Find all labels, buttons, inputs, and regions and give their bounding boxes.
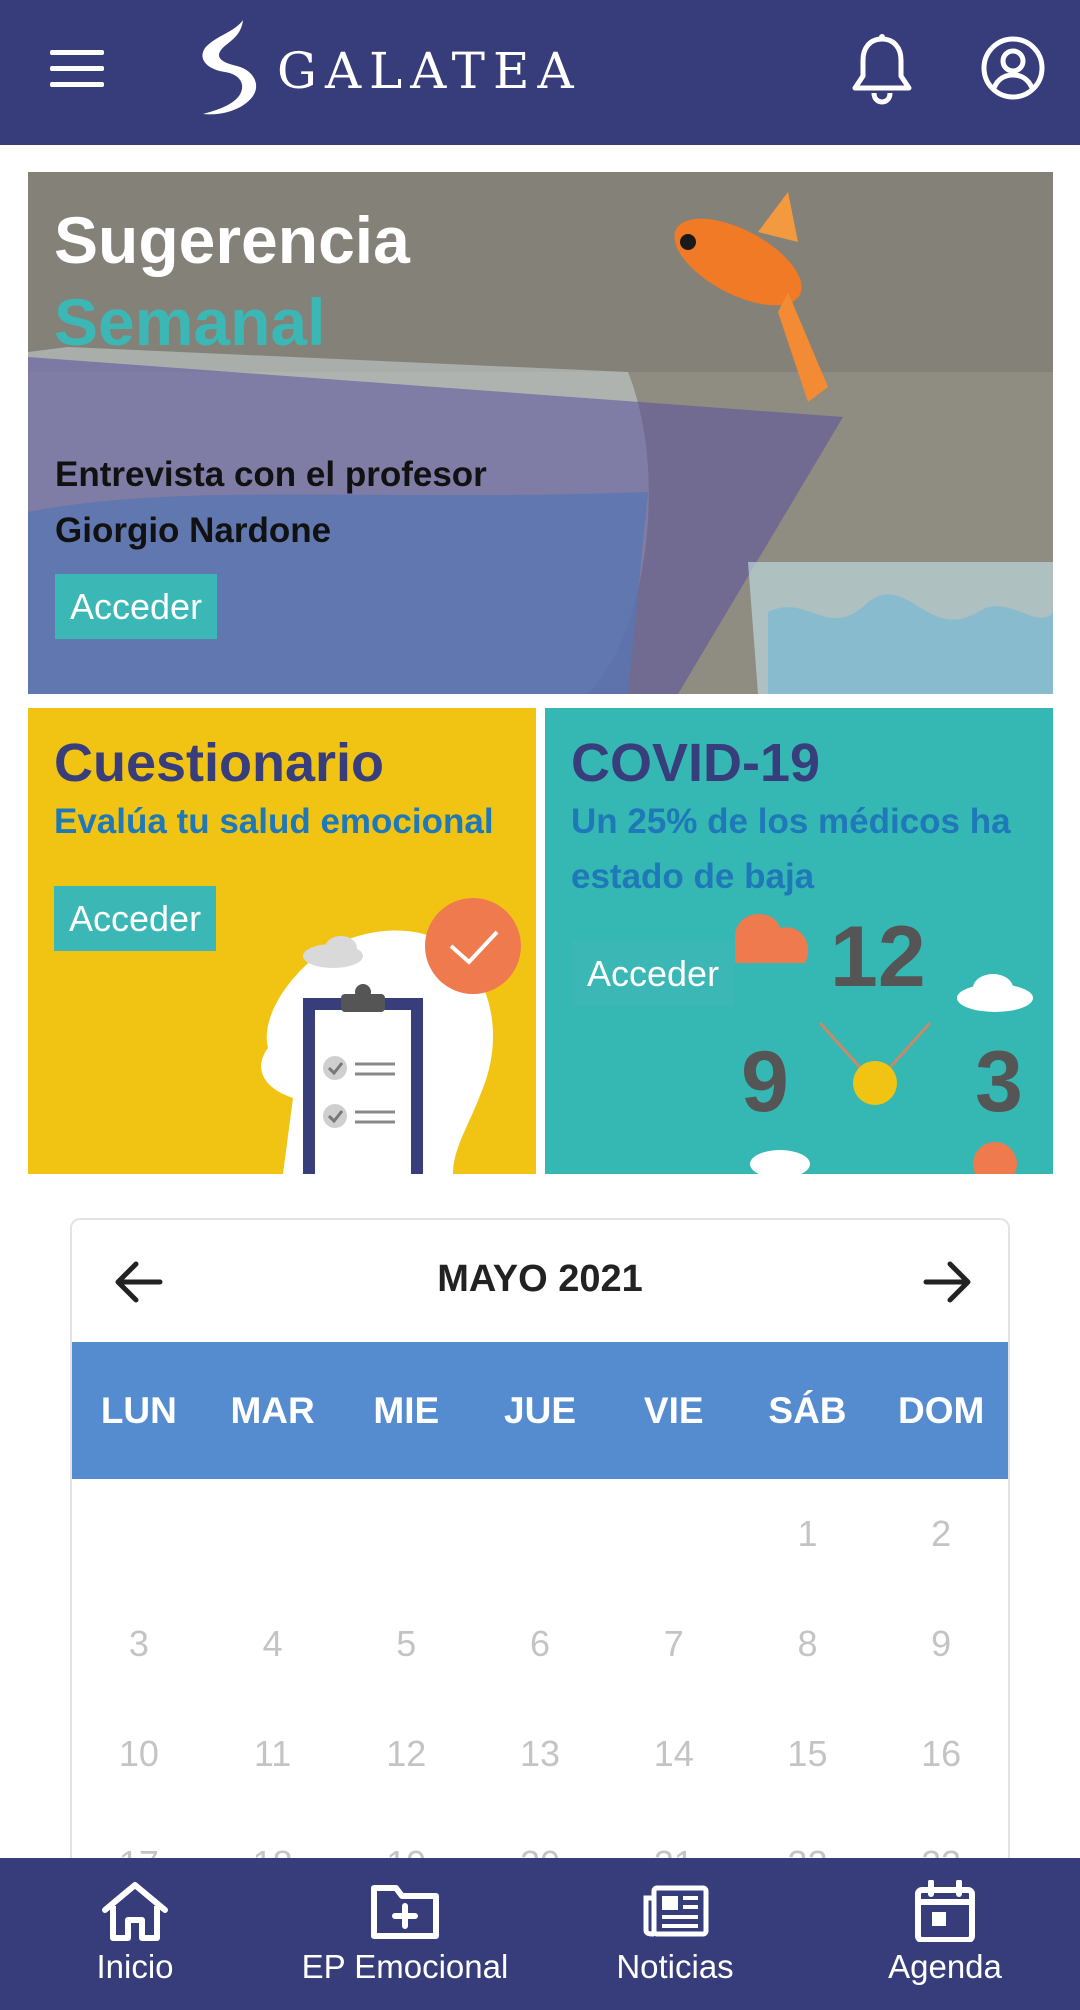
clock-number-3: 3 — [975, 1034, 1023, 1130]
questionnaire-card[interactable] — [28, 708, 536, 1174]
calendar-day[interactable]: 4 — [262, 1623, 283, 1664]
brand-name: GALATEA — [277, 42, 582, 100]
top-app-bar — [0, 0, 1080, 145]
calendar-day[interactable]: 12 — [386, 1733, 427, 1774]
banner-title-line2: Semanal — [54, 285, 326, 359]
covid-title: COVID-19 — [571, 733, 821, 793]
nav-label-noticias: Noticias — [616, 1948, 734, 1985]
calendar-day[interactable]: 15 — [787, 1733, 828, 1774]
weekday-label: VIE — [643, 1390, 704, 1431]
calendar-day[interactable]: 11 — [253, 1733, 292, 1774]
calendar-day[interactable]: 14 — [653, 1733, 694, 1774]
calendar-weekday-header — [72, 1342, 1008, 1479]
banner-title-line1: Sugerencia — [54, 203, 410, 277]
calendar-day[interactable]: 2 — [931, 1513, 952, 1554]
covid-access-button[interactable]: Acceder — [572, 941, 734, 1006]
clipboard-head-illustration — [223, 898, 536, 1174]
weekday-label: JUE — [504, 1390, 576, 1431]
calendar-day — [607, 1479, 741, 1589]
weekday-label: SÁB — [768, 1390, 847, 1431]
nav-item-ep-emocional[interactable] — [270, 1858, 540, 2010]
nav-label-ep-emocional: EP Emocional — [301, 1948, 509, 1985]
calendar-navigation — [72, 1220, 1008, 1342]
questionnaire-subtitle: Evalúa tu salud emocional — [54, 802, 494, 841]
calendar-day — [206, 1479, 340, 1589]
calendar-day[interactable]: 1 — [797, 1513, 818, 1554]
calendar-day[interactable]: 6 — [530, 1623, 551, 1664]
weekday-label: MAR — [230, 1390, 315, 1431]
bell-icon[interactable] — [850, 33, 914, 105]
user-circle-icon[interactable] — [980, 35, 1046, 101]
nav-item-inicio[interactable] — [0, 1858, 270, 2010]
calendar-icon — [910, 1880, 980, 1942]
calendar-day[interactable]: 8 — [797, 1623, 818, 1664]
calendar-day[interactable]: 13 — [519, 1733, 561, 1774]
calendar-day[interactable]: 7 — [663, 1623, 684, 1664]
calendar-day[interactable]: 9 — [931, 1623, 952, 1664]
weekday-label: LUN — [100, 1390, 177, 1431]
calendar-week-row — [72, 1479, 1008, 1589]
calendar-day[interactable]: 16 — [921, 1733, 962, 1774]
weekday-label: MIE — [373, 1390, 440, 1431]
calendar-day — [72, 1479, 206, 1589]
calendar-week-row — [72, 1589, 1008, 1699]
calendar-day[interactable]: 10 — [118, 1733, 159, 1774]
calendar-day — [339, 1479, 473, 1589]
banner-access-button[interactable]: Acceder — [55, 574, 217, 639]
calendar-month-label: MAYO 2021 — [437, 1258, 643, 1300]
next-month-arrow-icon[interactable] — [922, 1260, 974, 1304]
calendar-day[interactable]: 3 — [128, 1623, 149, 1664]
home-icon — [100, 1880, 170, 1942]
nav-label-inicio: Inicio — [96, 1948, 174, 1985]
folder-plus-icon — [370, 1880, 440, 1942]
calendar-day — [473, 1479, 607, 1589]
hamburger-menu-icon[interactable] — [50, 48, 104, 88]
galatea-logo — [195, 18, 595, 118]
clock-number-9: 9 — [741, 1034, 789, 1130]
clock-number-12: 12 — [830, 909, 926, 1005]
calendar-day-grid — [72, 1479, 1008, 1919]
banner-description: Entrevista con el profesor Giorgio Nardone — [55, 455, 487, 550]
newspaper-icon — [640, 1880, 710, 1942]
nav-label-agenda: Agenda — [888, 1948, 1002, 1985]
covid-subtitle: Un 25% de los médicos ha estado de baja — [571, 802, 1011, 896]
bottom-navigation-bar — [0, 1858, 1080, 2010]
nav-item-noticias[interactable] — [540, 1858, 810, 2010]
questionnaire-title: Cuestionario — [54, 733, 385, 793]
weekday-label: DOM — [898, 1390, 985, 1431]
weekly-suggestion-banner[interactable] — [28, 172, 1053, 694]
questionnaire-access-button[interactable]: Acceder — [54, 886, 216, 951]
nav-item-agenda[interactable] — [810, 1858, 1080, 2010]
galatea-logo-mark — [195, 18, 265, 118]
calendar-week-row — [72, 1699, 1008, 1809]
calendar-day[interactable]: 5 — [396, 1623, 417, 1664]
covid-card[interactable] — [545, 708, 1053, 1174]
